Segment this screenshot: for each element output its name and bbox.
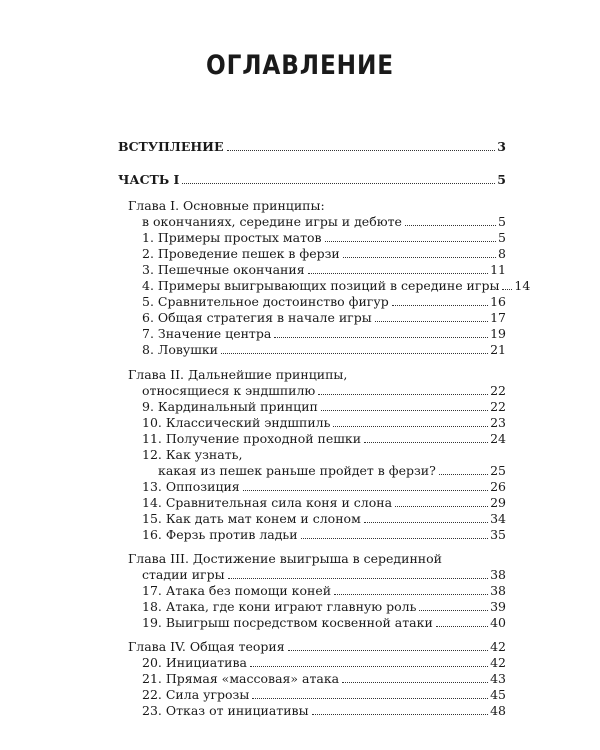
toc-entry-page: 43 xyxy=(490,671,506,686)
toc-entry xyxy=(142,655,506,671)
toc-entry xyxy=(142,230,506,246)
toc-entry-label: 19. Выигрыш посредством косвенной атаки xyxy=(142,615,433,630)
dot-leader xyxy=(250,665,488,667)
chapter-3-heading: Глава III. Достижение выигрыша в серединной xyxy=(128,551,442,566)
toc-entry-page: 21 xyxy=(490,342,506,357)
toc-entry-label: 3. Пешечные окончания xyxy=(142,262,305,277)
page-title: ОГЛАВЛЕНИЕ xyxy=(206,50,394,81)
toc-entry-label: ВСТУПЛЕНИЕ xyxy=(118,139,224,154)
toc-entry-page: 26 xyxy=(490,479,506,494)
toc-entry-label: 8. Ловушки xyxy=(142,342,219,357)
toc-entry-part1 xyxy=(118,172,506,188)
toc-entry-label: 16. Ферзь против ладьи xyxy=(142,527,298,542)
dot-leader xyxy=(227,149,496,151)
toc-entry-page: 3 xyxy=(497,139,506,154)
toc-entry-label: ЧАСТЬ I xyxy=(118,172,180,187)
toc-entry-page: 22 xyxy=(490,399,506,414)
toc-entry-page: 8 xyxy=(498,246,506,261)
dot-leader xyxy=(392,304,488,306)
dot-leader xyxy=(325,240,496,242)
toc-entry-label: 5. Сравнительное достоинство фигур xyxy=(142,294,389,309)
toc-entry xyxy=(142,415,506,431)
dot-leader xyxy=(321,409,488,411)
toc-entry-page: 34 xyxy=(490,511,506,526)
toc-entry xyxy=(142,583,506,599)
dot-leader xyxy=(288,649,488,651)
toc-entry-label: 1. Примеры простых матов xyxy=(142,230,322,245)
toc-entry-label: 17. Атака без помощи коней xyxy=(142,583,332,598)
toc-entry-intro xyxy=(118,139,506,155)
dot-leader xyxy=(243,489,488,491)
toc-entry-label: 2. Проведение пешек в ферзи xyxy=(142,246,340,261)
toc-entry xyxy=(142,262,506,278)
toc-entry-label: 13. Оппозиция xyxy=(142,479,240,494)
dot-leader xyxy=(334,593,488,595)
dot-leader xyxy=(252,697,488,699)
toc-entry xyxy=(142,599,506,615)
toc-entry xyxy=(142,310,506,326)
toc-entry xyxy=(142,687,506,703)
chapter-1-heading-line xyxy=(142,214,506,230)
toc-entry xyxy=(142,703,506,719)
dot-leader xyxy=(502,288,512,290)
toc-entry-page: 5 xyxy=(498,230,506,245)
dot-leader xyxy=(439,473,488,475)
toc-entry-label: 20. Инициатива xyxy=(142,655,247,670)
toc-entry-label: 22. Сила угрозы xyxy=(142,687,250,702)
toc-entry-page: 24 xyxy=(490,431,506,446)
toc-entry xyxy=(142,527,506,543)
toc-entry xyxy=(142,342,506,358)
chapter-3-heading-line xyxy=(142,567,506,583)
dot-leader xyxy=(375,320,488,322)
dot-leader xyxy=(333,425,488,427)
toc-entry-label: относящиеся к эндшпилю xyxy=(142,383,316,398)
toc-entry-label: 7. Значение центра xyxy=(142,326,272,341)
toc-entry-label: какая из пешек раньше пройдет в ферзи? xyxy=(158,463,436,478)
toc-entry-page: 17 xyxy=(490,310,506,325)
toc-entry-label: 15. Как дать мат конем и слоном xyxy=(142,511,361,526)
toc-entry xyxy=(142,431,506,447)
dot-leader xyxy=(318,393,488,395)
toc-entry-page: 14 xyxy=(514,278,531,293)
toc-entry-label: стадии игры xyxy=(142,567,225,582)
toc-entry xyxy=(142,278,531,294)
toc-entry-label: 6. Общая стратегия в начале игры xyxy=(142,310,372,325)
toc-entry-label: Глава IV. Общая теория xyxy=(128,639,285,654)
dot-leader xyxy=(228,577,489,579)
toc-entry-page: 23 xyxy=(490,415,506,430)
dot-leader xyxy=(182,182,495,184)
toc-entry xyxy=(142,294,506,310)
dot-leader xyxy=(364,521,488,523)
toc-entry-label: 10. Классический эндшпиль xyxy=(142,415,331,430)
dot-leader xyxy=(221,352,488,354)
toc-entry-label: 11. Получение проходной пешки xyxy=(142,431,362,446)
toc-entry-label: 9. Кардинальный принцип xyxy=(142,399,318,414)
toc-entry-label: 18. Атака, где кони играют главную роль xyxy=(142,599,417,614)
toc-entry-page: 35 xyxy=(490,527,506,542)
toc-entry-page: 5 xyxy=(497,172,506,187)
toc-entry-page: 39 xyxy=(490,599,506,614)
toc-entry-label: 12. Как узнать, xyxy=(142,447,243,462)
chapter-2-heading-line xyxy=(142,383,506,399)
toc-entry-page: 45 xyxy=(490,687,506,702)
toc-entry xyxy=(142,326,506,342)
toc-entry-label: 21. Прямая «массовая» атака xyxy=(142,671,340,686)
toc-entry-label: 14. Сравнительная сила коня и слона xyxy=(142,495,393,510)
chapter-2-heading: Глава II. Дальнейшие принципы, xyxy=(128,367,348,382)
dot-leader xyxy=(312,713,489,715)
dot-leader xyxy=(274,336,488,338)
toc-entry xyxy=(142,671,506,687)
chapter-4-heading xyxy=(128,639,506,655)
toc-entry-page: 38 xyxy=(490,567,506,582)
toc-entry xyxy=(142,495,506,511)
toc-entry xyxy=(142,511,506,527)
dot-leader xyxy=(395,505,488,507)
dot-leader xyxy=(343,256,496,258)
chapter-1-heading: Глава I. Основные принципы: xyxy=(128,198,325,213)
toc-entry-label: в окончаниях, середине игры и дебюте xyxy=(142,214,402,229)
toc-entry-page: 19 xyxy=(490,326,506,341)
toc-entry-page: 29 xyxy=(490,495,506,510)
dot-leader xyxy=(342,681,488,683)
toc-entry xyxy=(142,479,506,495)
dot-leader xyxy=(301,537,489,539)
toc-entry-page: 42 xyxy=(490,655,506,670)
dot-leader xyxy=(364,441,488,443)
toc-entry-page: 48 xyxy=(490,703,506,718)
dot-leader xyxy=(405,224,496,226)
toc-entry-page: 11 xyxy=(490,262,506,277)
toc-entry-page: 5 xyxy=(498,214,506,229)
toc-entry-page: 40 xyxy=(490,615,506,630)
dot-leader xyxy=(419,609,488,611)
toc-entry-label: 4. Примеры выигрывающих позиций в середине игры xyxy=(142,278,500,293)
toc-entry xyxy=(158,463,506,479)
toc-entry xyxy=(142,399,506,415)
toc-entry-page: 22 xyxy=(490,383,506,398)
toc-entry-page: 16 xyxy=(490,294,506,309)
toc-entry-page: 42 xyxy=(490,639,506,654)
toc-entry-page: 25 xyxy=(490,463,506,478)
toc-entry-label: 23. Отказ от инициативы xyxy=(142,703,309,718)
dot-leader xyxy=(308,272,489,274)
toc-entry xyxy=(142,246,506,262)
toc-entry xyxy=(142,615,506,631)
dot-leader xyxy=(436,625,488,627)
toc-entry-page: 38 xyxy=(490,583,506,598)
